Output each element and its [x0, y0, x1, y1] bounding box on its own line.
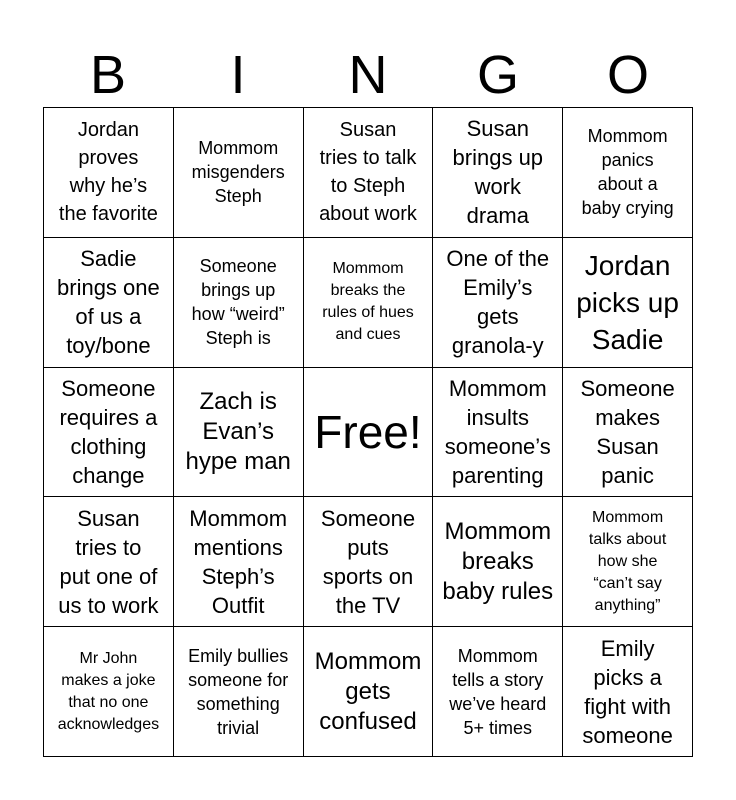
- bingo-cell[interactable]: [174, 368, 304, 498]
- bingo-cell[interactable]: [44, 108, 174, 238]
- bingo-cell[interactable]: [433, 238, 563, 368]
- header-letter-o: O: [606, 45, 649, 105]
- bingo-cell[interactable]: [304, 627, 434, 757]
- cell-text: Someone requires a clothing change: [59, 375, 158, 488]
- bingo-cell[interactable]: [44, 497, 174, 627]
- cell-text: Susan tries to talk to Steph about work: [319, 119, 417, 226]
- bingo-cell[interactable]: [563, 627, 693, 757]
- cell-text: Mommom talks about how she “can’t say anything”: [588, 508, 667, 614]
- bingo-cell[interactable]: [563, 238, 693, 368]
- bingo-cell[interactable]: [174, 238, 304, 368]
- bingo-cell[interactable]: [433, 627, 563, 757]
- header-letter-b: B: [89, 45, 127, 105]
- bingo-cell[interactable]: [174, 497, 304, 627]
- cell-text: Mommom mentions Steph’s Outfit: [189, 505, 288, 618]
- cell-text: Zach is Evan’s hype man: [185, 387, 291, 475]
- bingo-cell[interactable]: [174, 627, 304, 757]
- bingo-grid: [43, 107, 693, 757]
- bingo-cell[interactable]: [563, 497, 693, 627]
- bingo-cell[interactable]: [174, 108, 304, 238]
- cell-text: Mr John makes a joke that no one acknowledges: [57, 649, 160, 733]
- bingo-cell[interactable]: [304, 108, 434, 238]
- cell-text: Jordan proves why he’s the favorite: [58, 119, 158, 226]
- cell-text: Someone brings up how “weird” Steph is: [191, 256, 285, 349]
- bingo-cell[interactable]: [304, 497, 434, 627]
- cell-text: Mommom breaks the rules of hues and cues: [322, 260, 414, 344]
- cell-text: Susan tries to put one of us to work: [58, 505, 159, 618]
- bingo-cell[interactable]: [433, 368, 563, 498]
- bingo-cell[interactable]: [44, 238, 174, 368]
- cell-text: Someone makes Susan panic: [580, 375, 675, 488]
- bingo-cell[interactable]: [44, 627, 174, 757]
- free-space-label: Free!: [314, 405, 422, 458]
- bingo-cell[interactable]: [433, 497, 563, 627]
- bingo-cell[interactable]: [304, 238, 434, 368]
- cell-text: Susan brings up work drama: [452, 116, 544, 229]
- cell-text: Mommom breaks baby rules: [442, 517, 554, 605]
- bingo-cell[interactable]: [433, 108, 563, 238]
- cell-text: Mommom tells a story we’ve heard 5+ times: [449, 645, 547, 738]
- cell-text: Mommom panics about a baby crying: [581, 126, 674, 219]
- header-letter-i: I: [230, 45, 246, 105]
- cell-text: Sadie brings one of us a toy/bone: [57, 246, 160, 359]
- cell-text: Emily bullies someone for something trivial: [188, 645, 289, 738]
- header-letter-g: G: [476, 45, 519, 105]
- header-letter-n: N: [348, 45, 388, 105]
- cell-text: Mommom misgenders Steph: [191, 138, 285, 207]
- bingo-cell[interactable]: [563, 368, 693, 498]
- cell-text: One of the Emily’s gets granola-y: [446, 246, 550, 359]
- cell-text: Emily picks a fight with someone: [582, 635, 673, 748]
- cell-text: Someone puts sports on the TV: [320, 505, 416, 618]
- bingo-cell[interactable]: [563, 108, 693, 238]
- cell-text: Mommom insults someone’s parenting: [444, 375, 551, 488]
- bingo-header: [43, 44, 693, 106]
- cell-text: Jordan picks up Sadie: [576, 249, 679, 355]
- free-space[interactable]: [304, 368, 434, 498]
- cell-text: Mommom gets confused: [314, 647, 422, 735]
- bingo-cell[interactable]: [44, 368, 174, 498]
